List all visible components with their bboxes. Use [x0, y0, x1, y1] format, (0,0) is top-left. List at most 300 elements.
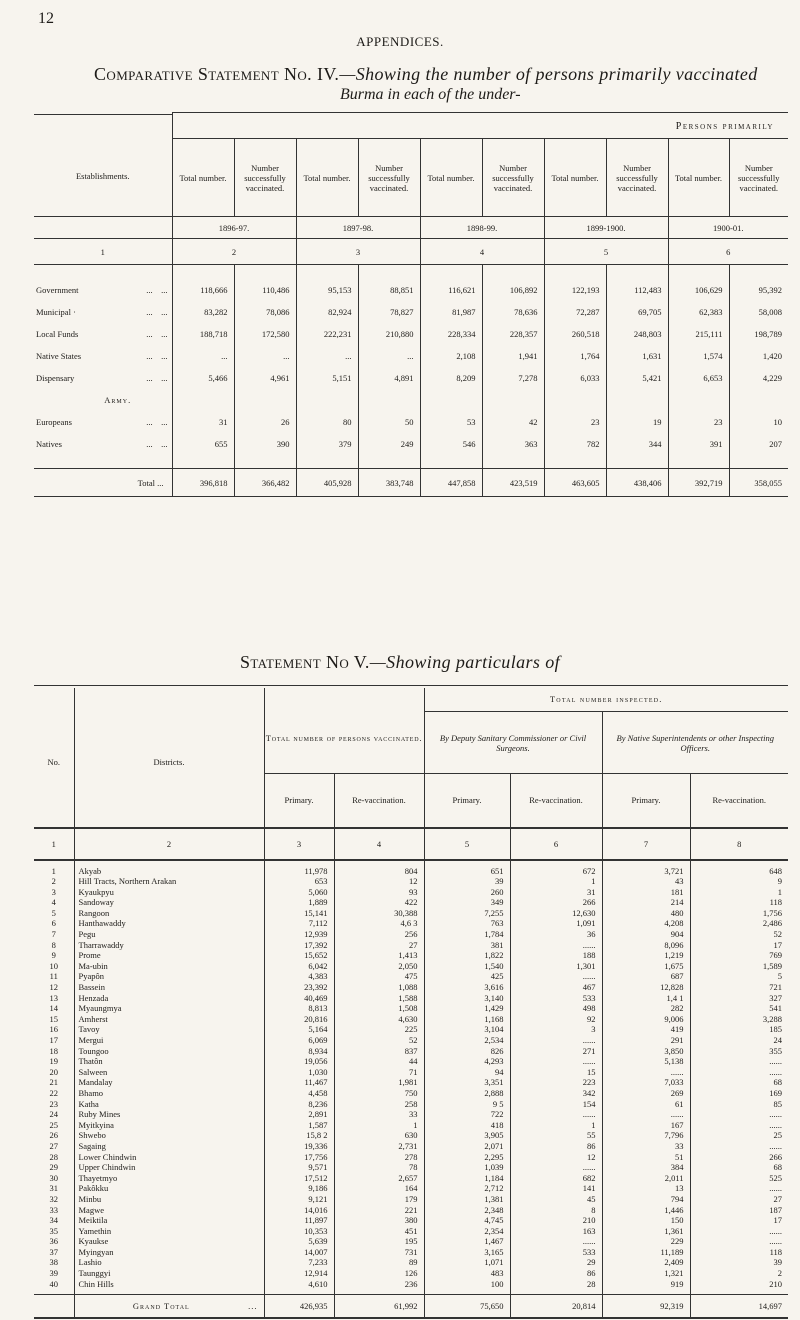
- table-cell: 53: [420, 411, 482, 433]
- table-cell: 672: [510, 866, 602, 877]
- establishment-name: [34, 279, 172, 301]
- successful-header-1900: Number successfully vaccinated.: [729, 139, 788, 217]
- statement-v-title-main: Statement No V.: [239, 652, 370, 672]
- table-cell: 236: [334, 1279, 424, 1290]
- table-cell: 1,675: [602, 961, 690, 972]
- table-cell: 5,138: [602, 1056, 690, 1067]
- district-name: Myaungmya: [74, 1003, 264, 1014]
- table-cell: 2,712: [424, 1183, 510, 1194]
- table-cell: 722: [424, 1109, 510, 1120]
- district-name: Pakôkku: [74, 1183, 264, 1194]
- table-cell: ......: [690, 1226, 788, 1237]
- district-name: Meiktila: [74, 1215, 264, 1226]
- table-cell: 5,421: [606, 367, 668, 389]
- table-cell: 89: [334, 1257, 424, 1268]
- table-cell: 2,011: [602, 1173, 690, 1184]
- table-cell: 93: [334, 887, 424, 898]
- grand-total-label-cell: [74, 1294, 264, 1318]
- table-cell: 653: [264, 876, 334, 887]
- total-vaccinated-header: Total number of persons vaccinated.: [264, 688, 424, 774]
- table-cell: 8: [510, 1205, 602, 1216]
- table-cell: 11,467: [264, 1077, 334, 1088]
- table-cell: ......: [510, 1109, 602, 1120]
- table-cell: 4,293: [424, 1056, 510, 1067]
- total-cell: 392,719: [668, 469, 729, 497]
- table-cell: 260,518: [544, 323, 606, 345]
- table-cell: 80: [296, 411, 358, 433]
- table-cell: 1,784: [424, 929, 510, 940]
- table-cell: 179: [334, 1194, 424, 1205]
- table-cell: 43: [602, 876, 690, 887]
- table-cell: ......: [602, 1067, 690, 1078]
- table-cell: 78,086: [234, 301, 296, 323]
- year-1900-01: 1900-01.: [668, 217, 788, 239]
- table-cell: 1,941: [482, 345, 544, 367]
- district-row: [34, 950, 788, 961]
- total-cell: 447,858: [420, 469, 482, 497]
- district-row: [34, 1257, 788, 1268]
- table-cell: 344: [606, 433, 668, 455]
- district-name: Lashio: [74, 1257, 264, 1268]
- table-cell: 14,007: [264, 1247, 334, 1258]
- table-cell: 12: [334, 876, 424, 887]
- district-number: 18: [49, 1045, 58, 1056]
- table-cell: 475: [334, 971, 424, 982]
- table-cell: 24: [690, 1035, 788, 1046]
- table-cell: 3,850: [602, 1046, 690, 1057]
- district-row: [34, 1067, 788, 1078]
- leader-dots: ...: [248, 1301, 258, 1311]
- district-number: 38: [49, 1257, 58, 1268]
- district-row: [34, 993, 788, 1004]
- table-cell: 150: [602, 1215, 690, 1226]
- establishment-row: [34, 433, 788, 455]
- district-number: 26: [49, 1130, 58, 1141]
- establishment-name: [34, 367, 172, 389]
- year-1897-98: 1897-98.: [296, 217, 420, 239]
- table-cell: 904: [602, 929, 690, 940]
- table-cell: 1,981: [334, 1077, 424, 1088]
- table-cell: 195: [334, 1236, 424, 1247]
- table-cell: 391: [668, 433, 729, 455]
- district-name: Bassein: [74, 982, 264, 993]
- table-cell: 1,631: [606, 345, 668, 367]
- table-cell: 4,745: [424, 1215, 510, 1226]
- table-cell: 249: [358, 433, 420, 455]
- table-cell: 61: [602, 1099, 690, 1110]
- table-cell: 8,096: [602, 940, 690, 951]
- table-cell: 5,466: [172, 367, 234, 389]
- table-cell: 12,939: [264, 929, 334, 940]
- district-name: Myingyan: [74, 1247, 264, 1258]
- table-cell: 1,168: [424, 1014, 510, 1025]
- total-label: Total ...: [34, 469, 172, 497]
- t2-col-number-4: 4: [334, 828, 424, 860]
- table-cell: 1,301: [510, 961, 602, 972]
- table-cell: 31: [510, 887, 602, 898]
- total-number-header-1897: Total number.: [296, 139, 358, 217]
- table-cell: 533: [510, 1247, 602, 1258]
- grand-total-cell: 20,814: [510, 1294, 602, 1318]
- total-cell: 405,928: [296, 469, 358, 497]
- district-row: [34, 1215, 788, 1226]
- table-cell: 1,589: [690, 961, 788, 972]
- district-name: Toungoo: [74, 1046, 264, 1057]
- total-cell: 423,519: [482, 469, 544, 497]
- table-cell: 95,153: [296, 279, 358, 301]
- table-cell: 20,816: [264, 1014, 334, 1025]
- table-cell: 187: [690, 1205, 788, 1216]
- table-cell: 648: [690, 866, 788, 877]
- statement-iv-title-line2: Burma in each of the under-: [340, 86, 521, 103]
- t2-col-number-7: 7: [602, 828, 690, 860]
- table-cell: ...: [296, 345, 358, 367]
- total-cell: 358,055: [729, 469, 788, 497]
- district-name: Pegu: [74, 929, 264, 940]
- table-cell: 207: [729, 433, 788, 455]
- table-cell: ...: [172, 345, 234, 367]
- table-cell: 33: [602, 1141, 690, 1152]
- table-cell: 3,616: [424, 982, 510, 993]
- table-cell: 1: [510, 1120, 602, 1131]
- table-cell: 4,961: [234, 367, 296, 389]
- table-cell: 390: [234, 433, 296, 455]
- table-cell: 229: [602, 1236, 690, 1247]
- table-cell: 498: [510, 1003, 602, 1014]
- table-cell: 384: [602, 1162, 690, 1173]
- district-number: 36: [49, 1236, 58, 1247]
- table-cell: 17,756: [264, 1152, 334, 1163]
- district-row: [34, 1152, 788, 1163]
- table-cell: 837: [334, 1046, 424, 1057]
- table-cell: 2: [690, 1268, 788, 1279]
- establishment-row: [34, 323, 788, 345]
- district-number: 27: [49, 1140, 58, 1151]
- table-cell: 17: [690, 1215, 788, 1226]
- table-cell: 215,111: [668, 323, 729, 345]
- table-cell: 418: [424, 1120, 510, 1131]
- total-number-header-1896: Total number.: [172, 139, 234, 217]
- table-cell: 3,905: [424, 1130, 510, 1141]
- col-number-3: 3: [296, 239, 420, 265]
- table-cell: 379: [296, 433, 358, 455]
- table-cell: 2,409: [602, 1257, 690, 1268]
- table-cell: 1,420: [729, 345, 788, 367]
- district-row: [34, 918, 788, 929]
- table-cell: 1,091: [510, 918, 602, 929]
- table-cell: 112,483: [606, 279, 668, 301]
- table-cell: 222,231: [296, 323, 358, 345]
- table-cell: 291: [602, 1035, 690, 1046]
- table-cell: 78,827: [358, 301, 420, 323]
- table-cell: 721: [690, 982, 788, 993]
- establishment-name: [34, 323, 172, 345]
- year-1898-99: 1898-99.: [420, 217, 544, 239]
- table-cell: 794: [602, 1194, 690, 1205]
- table-cell: ......: [510, 1236, 602, 1247]
- table-cell: 210: [690, 1279, 788, 1290]
- table-cell: 82,924: [296, 301, 358, 323]
- table-cell: 804: [334, 866, 424, 877]
- district-name: Kyaukpyu: [74, 887, 264, 898]
- table-cell: 4,229: [729, 367, 788, 389]
- district-number: 12: [49, 982, 58, 993]
- districts-header: Districts.: [74, 688, 264, 828]
- district-name: Henzada: [74, 993, 264, 1004]
- district-name: Tharrawaddy: [74, 940, 264, 951]
- table-cell: 1,889: [264, 897, 334, 908]
- district-row: [34, 1141, 788, 1152]
- table-cell: 122,193: [544, 279, 606, 301]
- district-number: 9: [51, 950, 56, 961]
- table-cell: 23: [544, 411, 606, 433]
- table-cell: 11,978: [264, 866, 334, 877]
- grand-total-cell: 14,697: [690, 1294, 788, 1318]
- table-cell: 1,540: [424, 961, 510, 972]
- table-cell: 480: [602, 908, 690, 919]
- district-name: Katha: [74, 1099, 264, 1110]
- table-cell: 248,803: [606, 323, 668, 345]
- native-inspected-header: By Native Superintendents or other Inspecting Officers.: [602, 712, 788, 774]
- table-cell: 2,295: [424, 1152, 510, 1163]
- table-cell: 19: [606, 411, 668, 433]
- table-cell: ......: [510, 940, 602, 951]
- table-cell: 8,236: [264, 1099, 334, 1110]
- table-cell: 26: [234, 411, 296, 433]
- establishment-row: [34, 345, 788, 367]
- table-cell: 14,016: [264, 1205, 334, 1216]
- table-cell: 33: [334, 1109, 424, 1120]
- table-cell: ...: [358, 345, 420, 367]
- total-number-header-1900: Total number.: [668, 139, 729, 217]
- statement-iv-title-italic: —Showing the number of persons primarily vaccinated: [339, 64, 758, 84]
- table-cell: 169: [690, 1088, 788, 1099]
- table-cell: 10,353: [264, 1226, 334, 1237]
- table-cell: 3,165: [424, 1247, 510, 1258]
- district-number: 20: [49, 1066, 58, 1077]
- table-cell: 9,006: [602, 1014, 690, 1025]
- table-cell: 172,580: [234, 323, 296, 345]
- section-label: Army.: [104, 394, 132, 405]
- table-cell: 7,112: [264, 918, 334, 929]
- table-cell: 2,348: [424, 1205, 510, 1216]
- table-cell: 1,088: [334, 982, 424, 993]
- establishment-name: [34, 345, 172, 367]
- district-number: 24: [49, 1109, 58, 1120]
- district-row: [34, 1088, 788, 1099]
- table-cell: ......: [510, 1162, 602, 1173]
- district-row: [34, 971, 788, 982]
- table-cell: 1: [690, 887, 788, 898]
- grand-total-label: Grand Total: [132, 1301, 190, 1311]
- table-cell: ......: [510, 1035, 602, 1046]
- table-cell: 380: [334, 1215, 424, 1226]
- table-cell: 258: [334, 1099, 424, 1110]
- table-cell: 282: [602, 1003, 690, 1014]
- table-cell: 1,321: [602, 1268, 690, 1279]
- district-row: [34, 1077, 788, 1088]
- total-cell: 366,482: [234, 469, 296, 497]
- table-cell: 3,140: [424, 993, 510, 1004]
- district-name: Hanthawaddy: [74, 918, 264, 929]
- table-cell: 23,392: [264, 982, 334, 993]
- table-cell: ......: [690, 1141, 788, 1152]
- district-name: Yamethin: [74, 1226, 264, 1237]
- table-cell: 9,186: [264, 1183, 334, 1194]
- district-name: Thayetmyo: [74, 1173, 264, 1184]
- table-cell: 85: [690, 1099, 788, 1110]
- t2-col-number-1: 1: [34, 828, 74, 860]
- table-cell: 682: [510, 1173, 602, 1184]
- table-cell: 8,813: [264, 1003, 334, 1014]
- table-cell: 769: [690, 950, 788, 961]
- table-cell: ......: [690, 1120, 788, 1131]
- total-row: [34, 469, 788, 497]
- district-name: Kyaukse: [74, 1236, 264, 1247]
- col-number-5: 5: [544, 239, 668, 265]
- table-cell: 19,056: [264, 1056, 334, 1067]
- district-row: [34, 982, 788, 993]
- establishment-label: Natives: [36, 438, 62, 449]
- district-number: 40: [49, 1278, 58, 1289]
- table-cell: 12,828: [602, 982, 690, 993]
- district-row: [34, 1130, 788, 1141]
- table-cell: 4,208: [602, 918, 690, 929]
- district-name: Akyab: [74, 866, 264, 877]
- table-cell: 17,392: [264, 940, 334, 951]
- table-cell: 15: [510, 1067, 602, 1078]
- table-cell: 919: [602, 1279, 690, 1290]
- table-cell: 1,030: [264, 1067, 334, 1078]
- district-number: 8: [51, 939, 56, 950]
- table-cell: 1,4 1: [602, 993, 690, 1004]
- table-cell: 214: [602, 897, 690, 908]
- year-1899-1900: 1899-1900.: [544, 217, 668, 239]
- t2-col-number-3: 3: [264, 828, 334, 860]
- establishment-name: [34, 301, 172, 323]
- table-cell: ......: [690, 1067, 788, 1078]
- establishment-label: Local Funds: [36, 328, 79, 339]
- table-cell: 188,718: [172, 323, 234, 345]
- table-cell: 27: [690, 1194, 788, 1205]
- district-name: Minbu: [74, 1194, 264, 1205]
- table-cell: 6,069: [264, 1035, 334, 1046]
- table-cell: 5,151: [296, 367, 358, 389]
- district-number: 28: [49, 1151, 58, 1162]
- district-row: [34, 940, 788, 951]
- table-cell: ......: [690, 1109, 788, 1120]
- table-cell: 69,705: [606, 301, 668, 323]
- table-cell: 2,071: [424, 1141, 510, 1152]
- district-name: Upper Chindwin: [74, 1162, 264, 1173]
- table-cell: 1,361: [602, 1226, 690, 1237]
- establishment-row: [34, 301, 788, 323]
- table-cell: 210: [510, 1215, 602, 1226]
- district-name: Sandoway: [74, 897, 264, 908]
- table-cell: 6,042: [264, 961, 334, 972]
- statement-v-title: [0, 652, 800, 673]
- district-name: Mergui: [74, 1035, 264, 1046]
- table-cell: 1,508: [334, 1003, 424, 1014]
- table-cell: 483: [424, 1268, 510, 1279]
- table-cell: 1,381: [424, 1194, 510, 1205]
- district-number: 16: [49, 1024, 58, 1035]
- table-cell: 83,282: [172, 301, 234, 323]
- table-cell: 52: [690, 929, 788, 940]
- district-number: 22: [49, 1087, 58, 1098]
- district-number: 34: [49, 1215, 58, 1226]
- district-row: [34, 1183, 788, 1194]
- district-name: Hill Tracts, Northern Arakan: [74, 876, 264, 887]
- establishment-name: [34, 411, 172, 433]
- table-cell: ......: [690, 1183, 788, 1194]
- district-name: Magwe: [74, 1205, 264, 1216]
- district-number: 7: [51, 929, 56, 940]
- district-row: [34, 1099, 788, 1110]
- table-cell: 9,571: [264, 1162, 334, 1173]
- table-cell: 763: [424, 918, 510, 929]
- table-cell: 71: [334, 1067, 424, 1078]
- total-cell: 463,605: [544, 469, 606, 497]
- table-cell: 1,574: [668, 345, 729, 367]
- table-cell: 44: [334, 1056, 424, 1067]
- table-cell: 118: [690, 1247, 788, 1258]
- table-cell: 2,108: [420, 345, 482, 367]
- district-name: Pyapôn: [74, 971, 264, 982]
- table-cell: 228,334: [420, 323, 482, 345]
- district-row: [34, 908, 788, 919]
- table-cell: 45: [510, 1194, 602, 1205]
- table-cell: 4,383: [264, 971, 334, 982]
- table-cell: 17: [690, 940, 788, 951]
- table-cell: 260: [424, 887, 510, 898]
- table-cell: 342: [510, 1088, 602, 1099]
- grand-total-cell: 61,992: [334, 1294, 424, 1318]
- establishment-name: [34, 433, 172, 455]
- leader-dots: ... ...: [146, 416, 168, 427]
- table-cell: 4,610: [264, 1279, 334, 1290]
- table-cell: 126: [334, 1268, 424, 1279]
- table-cell: 1,756: [690, 908, 788, 919]
- district-number: 39: [49, 1268, 58, 1279]
- table-cell: 19,336: [264, 1141, 334, 1152]
- district-row: [34, 1173, 788, 1184]
- establishment-label: Dispensary: [36, 372, 75, 383]
- table-cell: 40,469: [264, 993, 334, 1004]
- table-cell: 3: [510, 1024, 602, 1035]
- district-row: [34, 1279, 788, 1290]
- comparative-statement-table: [34, 112, 788, 497]
- table-cell: 327: [690, 993, 788, 1004]
- table-cell: 106,629: [668, 279, 729, 301]
- table-cell: 221: [334, 1205, 424, 1216]
- total-inspected-header: Total number inspected.: [424, 688, 788, 712]
- district-name: Sagaing: [74, 1141, 264, 1152]
- table-cell: 2,534: [424, 1035, 510, 1046]
- district-number: 21: [49, 1077, 58, 1088]
- establishment-label: Europeans: [36, 416, 72, 427]
- table-cell: 2,050: [334, 961, 424, 972]
- district-number: 19: [49, 1056, 58, 1067]
- district-row: [34, 1247, 788, 1258]
- revaccination-header-native: Re-vaccination.: [690, 774, 788, 828]
- table-cell: 1,413: [334, 950, 424, 961]
- leader-dots: ... ...: [146, 350, 168, 361]
- table-cell: 425: [424, 971, 510, 982]
- table-cell: 9: [690, 876, 788, 887]
- table-cell: 62,383: [668, 301, 729, 323]
- table-cell: 256: [334, 929, 424, 940]
